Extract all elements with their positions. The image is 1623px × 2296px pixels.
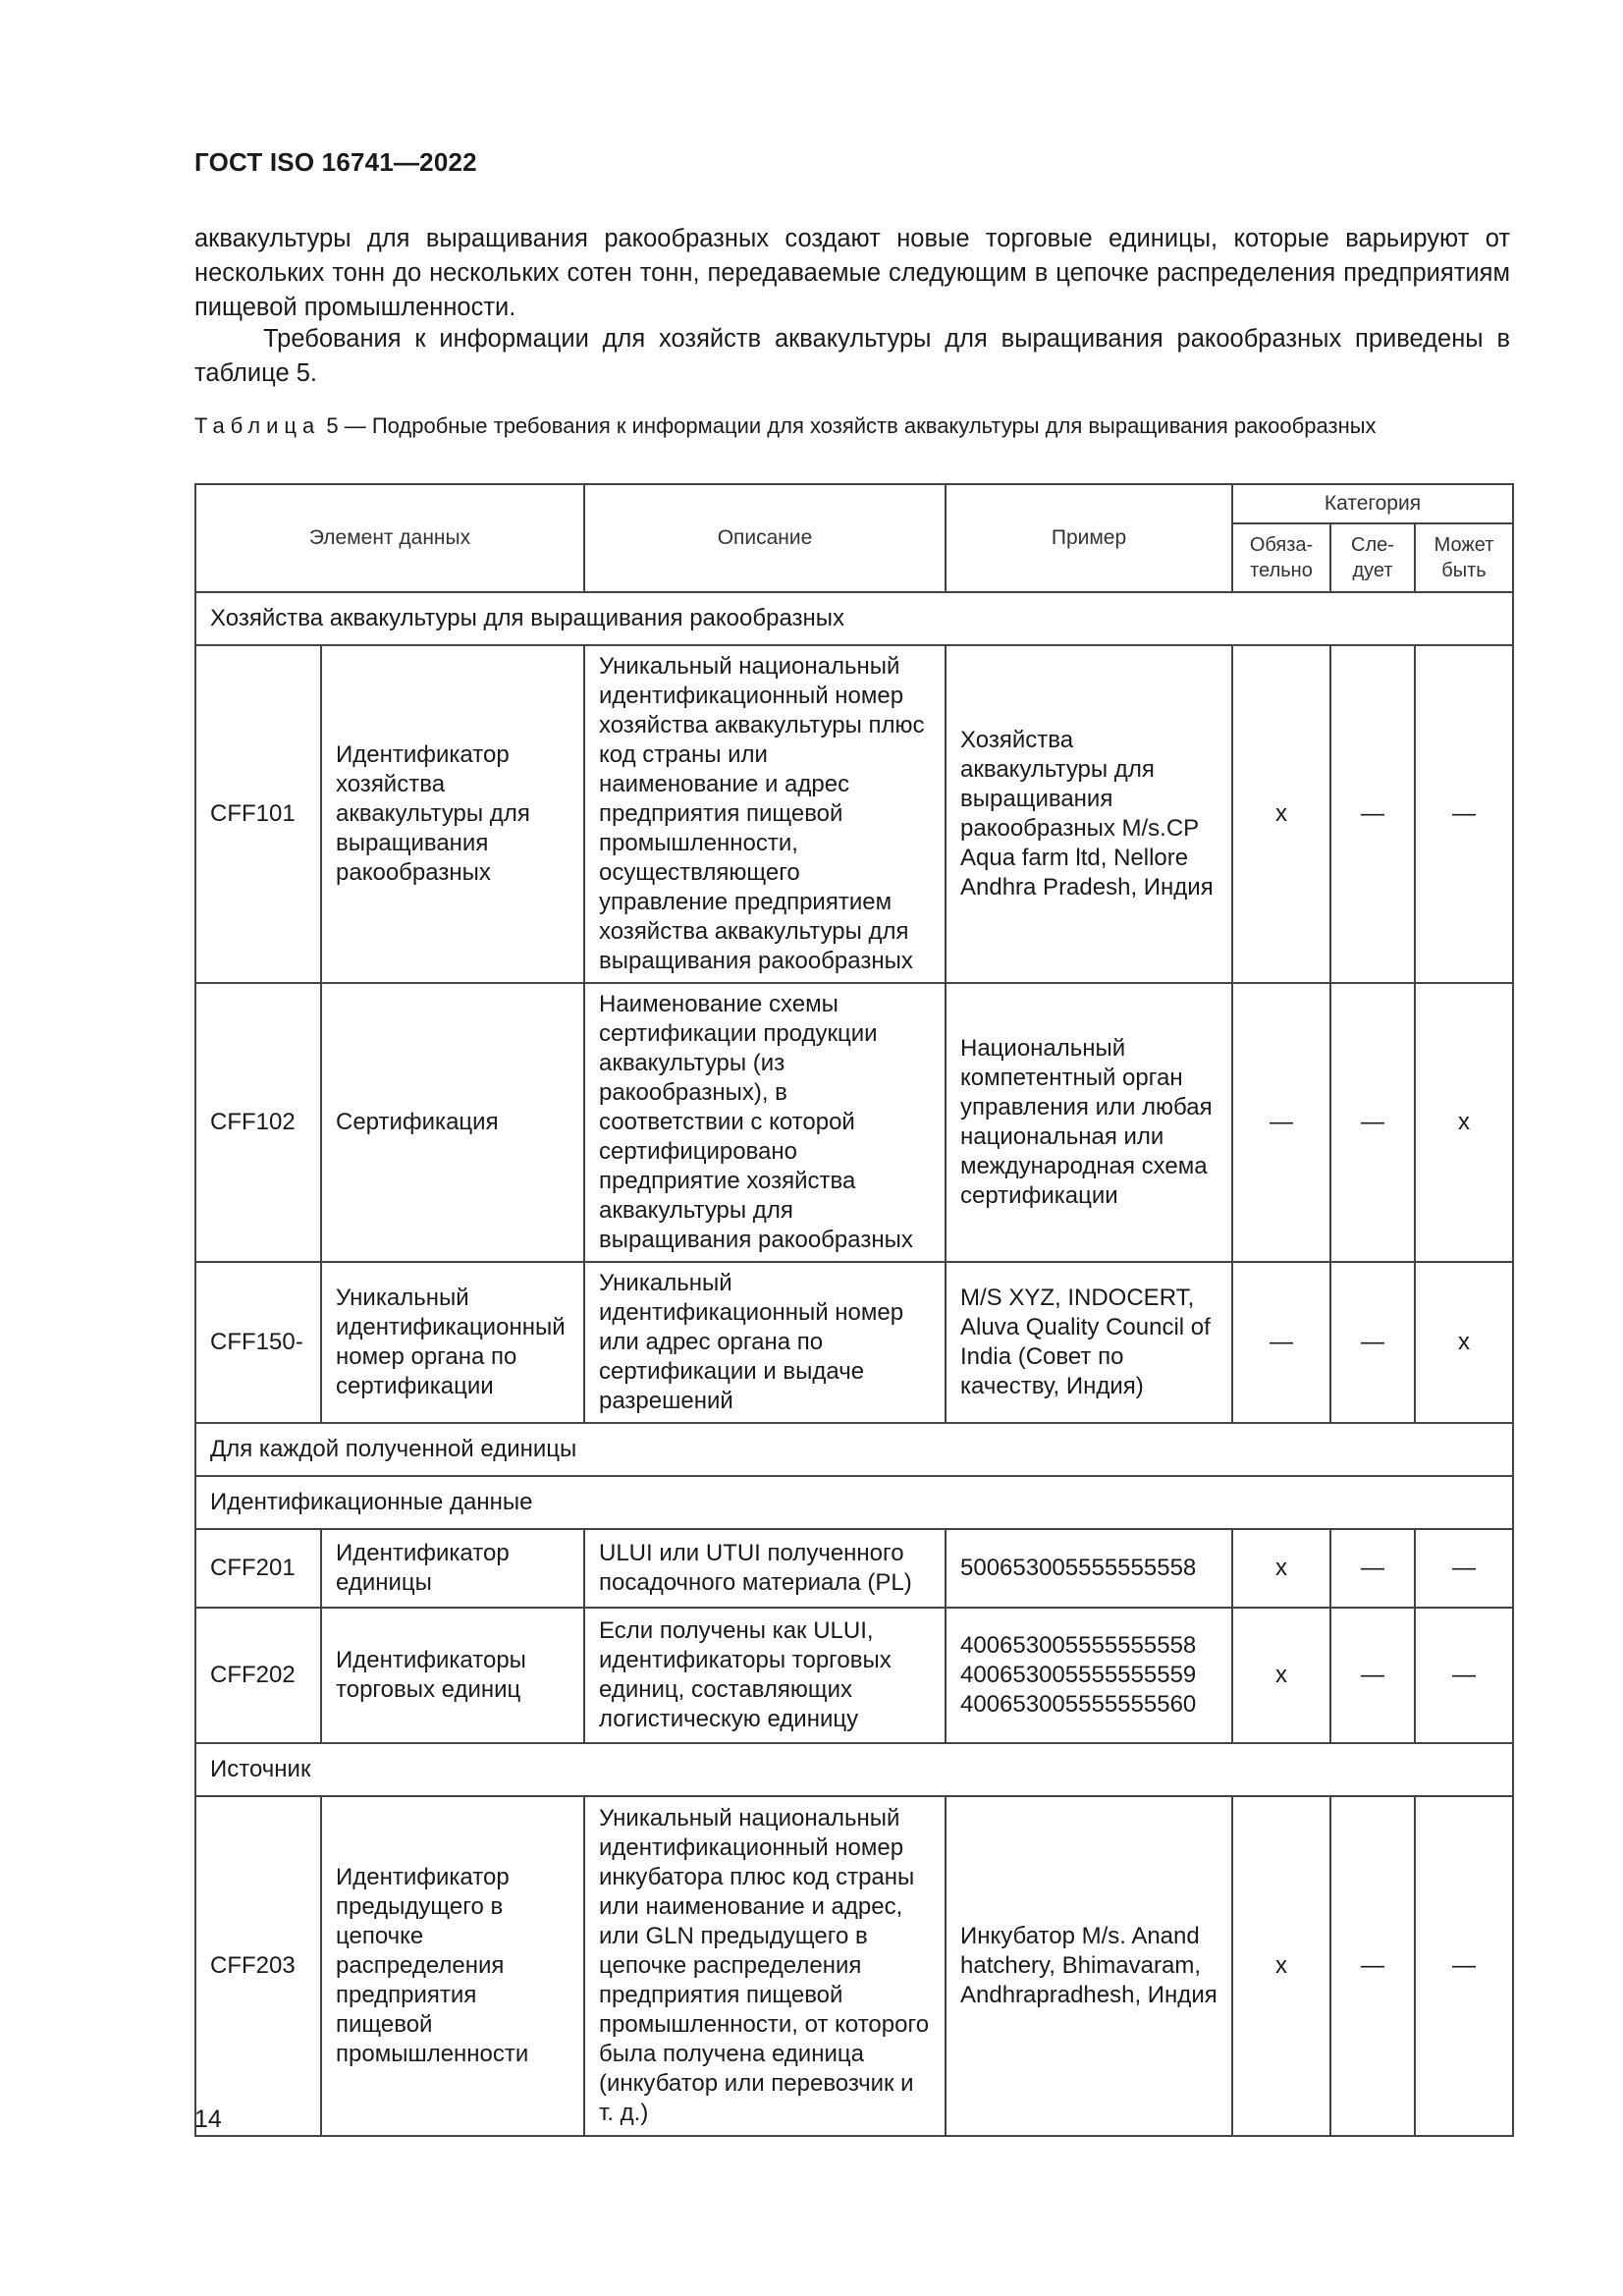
cell-description: Уникальный национальный идентификационный номер хозяйства аквакультуры плюс код страны или наименование и адрес предприятия пищевой промышленности, осуществляющего управление предприятием хозяйства аквакультуры для выращивания ракообразных — [584, 645, 946, 983]
header-element: Элемент данных — [195, 484, 584, 592]
cell-element: Идентификатор единицы — [321, 1529, 584, 1608]
cell-may: — — [1415, 1796, 1513, 2136]
table-row — [195, 1608, 1513, 1743]
table-row — [195, 1262, 1513, 1423]
cell-example: Национальный компетентный орган управления или любая национальная или международная схема сертификации — [946, 983, 1232, 1262]
cell-should: — — [1330, 983, 1415, 1262]
cell-example: 500653005555555558 — [946, 1529, 1232, 1608]
cell-description: Уникальный национальный идентификационный номер инкубатора плюс код страны или наименование и адрес, или GLN предыдущего в цепочке распределения предприятия пищевой промышленности, от которого была получена единица (инкубатор или перевозчик и т. д.) — [584, 1796, 946, 2136]
cell-mandatory: — — [1232, 983, 1330, 1262]
header-should: Сле-дует — [1330, 523, 1415, 592]
cell-should: — — [1330, 1262, 1415, 1423]
cell-should: — — [1330, 645, 1415, 983]
section-row: Хозяйства аквакультуры для выращивания ракообразных — [195, 592, 1513, 645]
cell-mandatory: — — [1232, 1262, 1330, 1423]
cell-may: — — [1415, 1608, 1513, 1743]
section-row: Идентификационные данные — [195, 1476, 1513, 1529]
cell-code: CFF202 — [195, 1608, 321, 1743]
cell-should: — — [1330, 1796, 1415, 2136]
requirements-table — [194, 483, 1514, 2137]
cell-should: — — [1330, 1608, 1415, 1743]
cell-code: CFF150- — [195, 1262, 321, 1423]
cell-may: x — [1415, 983, 1513, 1262]
cell-description: Уникальный идентификационный номер или адрес органа по сертификации и выдаче разрешений — [584, 1262, 946, 1423]
table-row — [195, 1529, 1513, 1608]
paragraph-1: аквакультуры для выращивания ракообразных создают новые торговые единицы, которые варьируют от нескольких тонн до нескольких сотен тонн, передаваемые следующим в цепочке распределения предприятиям пищевой промышленности. — [194, 225, 1510, 321]
table-row — [195, 983, 1513, 1262]
cell-may: x — [1415, 1262, 1513, 1423]
header-category: Категория — [1232, 484, 1513, 523]
header-description: Описание — [584, 484, 946, 592]
cell-example: M/S XYZ, INDOCERT, Aluva Quality Council of India (Совет по качеству, Индия) — [946, 1262, 1232, 1423]
section-row: Для каждой полученной единицы — [195, 1423, 1513, 1476]
cell-mandatory: x — [1232, 1796, 1330, 2136]
section-row: Источник — [195, 1743, 1513, 1796]
cell-element: Идентификатор предыдущего в цепочке распределения предприятия пищевой промышленности — [321, 1796, 584, 2136]
table-caption — [194, 412, 1510, 440]
cell-example: Хозяйства аквакультуры для выращивания ракообразных M/s.CP Aqua farm ltd, Nellore Andhra Pradesh, Индия — [946, 645, 1232, 983]
cell-element: Сертификация — [321, 983, 584, 1262]
cell-may: — — [1415, 645, 1513, 983]
cell-code: CFF101 — [195, 645, 321, 983]
header-may: Может быть — [1415, 523, 1513, 592]
table-row — [195, 1796, 1513, 2136]
table-row — [195, 645, 1513, 983]
cell-description: ULUI или UTUI полученного посадочного материала (PL) — [584, 1529, 946, 1608]
header-mandatory: Обяза-тельно — [1232, 523, 1330, 592]
cell-element: Идентификаторы торговых единиц — [321, 1608, 584, 1743]
cell-description: Если получены как ULUI, идентификаторы торговых единиц, составляющих логистическую единицу — [584, 1608, 946, 1743]
header-example: Пример — [946, 484, 1232, 592]
cell-code: CFF102 — [195, 983, 321, 1262]
cell-example: 400653005555555558 400653005555555559 400653005555555560 — [946, 1608, 1232, 1743]
cell-mandatory: x — [1232, 645, 1330, 983]
cell-example: Инкубатор M/s. Anand hatchery, Bhimavaram, Andhrapradhesh, Индия — [946, 1796, 1232, 2136]
cell-description: Наименование схемы сертификации продукции аквакультуры (из ракообразных), в соответствии с которой сертифицировано предприятие хозяйства аквакультуры для выращивания ракообразных — [584, 983, 946, 1262]
document-header: ГОСТ ISO 16741—2022 — [194, 147, 477, 177]
paragraph-2: Требования к информации для хозяйств аквакультуры для выращивания ракообразных приведены в таблице 5. — [194, 325, 1510, 387]
cell-may: — — [1415, 1529, 1513, 1608]
cell-mandatory: x — [1232, 1529, 1330, 1608]
page-number: 14 — [194, 2105, 222, 2133]
table-caption-text: 5 — Подробные требования к информации для хозяйств аквакультуры для выращивания ракообразных — [320, 413, 1377, 438]
cell-should: — — [1330, 1529, 1415, 1608]
cell-element: Уникальный идентификационный номер органа по сертификации — [321, 1262, 584, 1423]
cell-element: Идентификатор хозяйства аквакультуры для выращивания ракообразных — [321, 645, 584, 983]
cell-code: CFF201 — [195, 1529, 321, 1608]
cell-code: CFF203 — [195, 1796, 321, 2136]
cell-mandatory: x — [1232, 1608, 1330, 1743]
table-caption-label: Таблица — [194, 413, 321, 438]
